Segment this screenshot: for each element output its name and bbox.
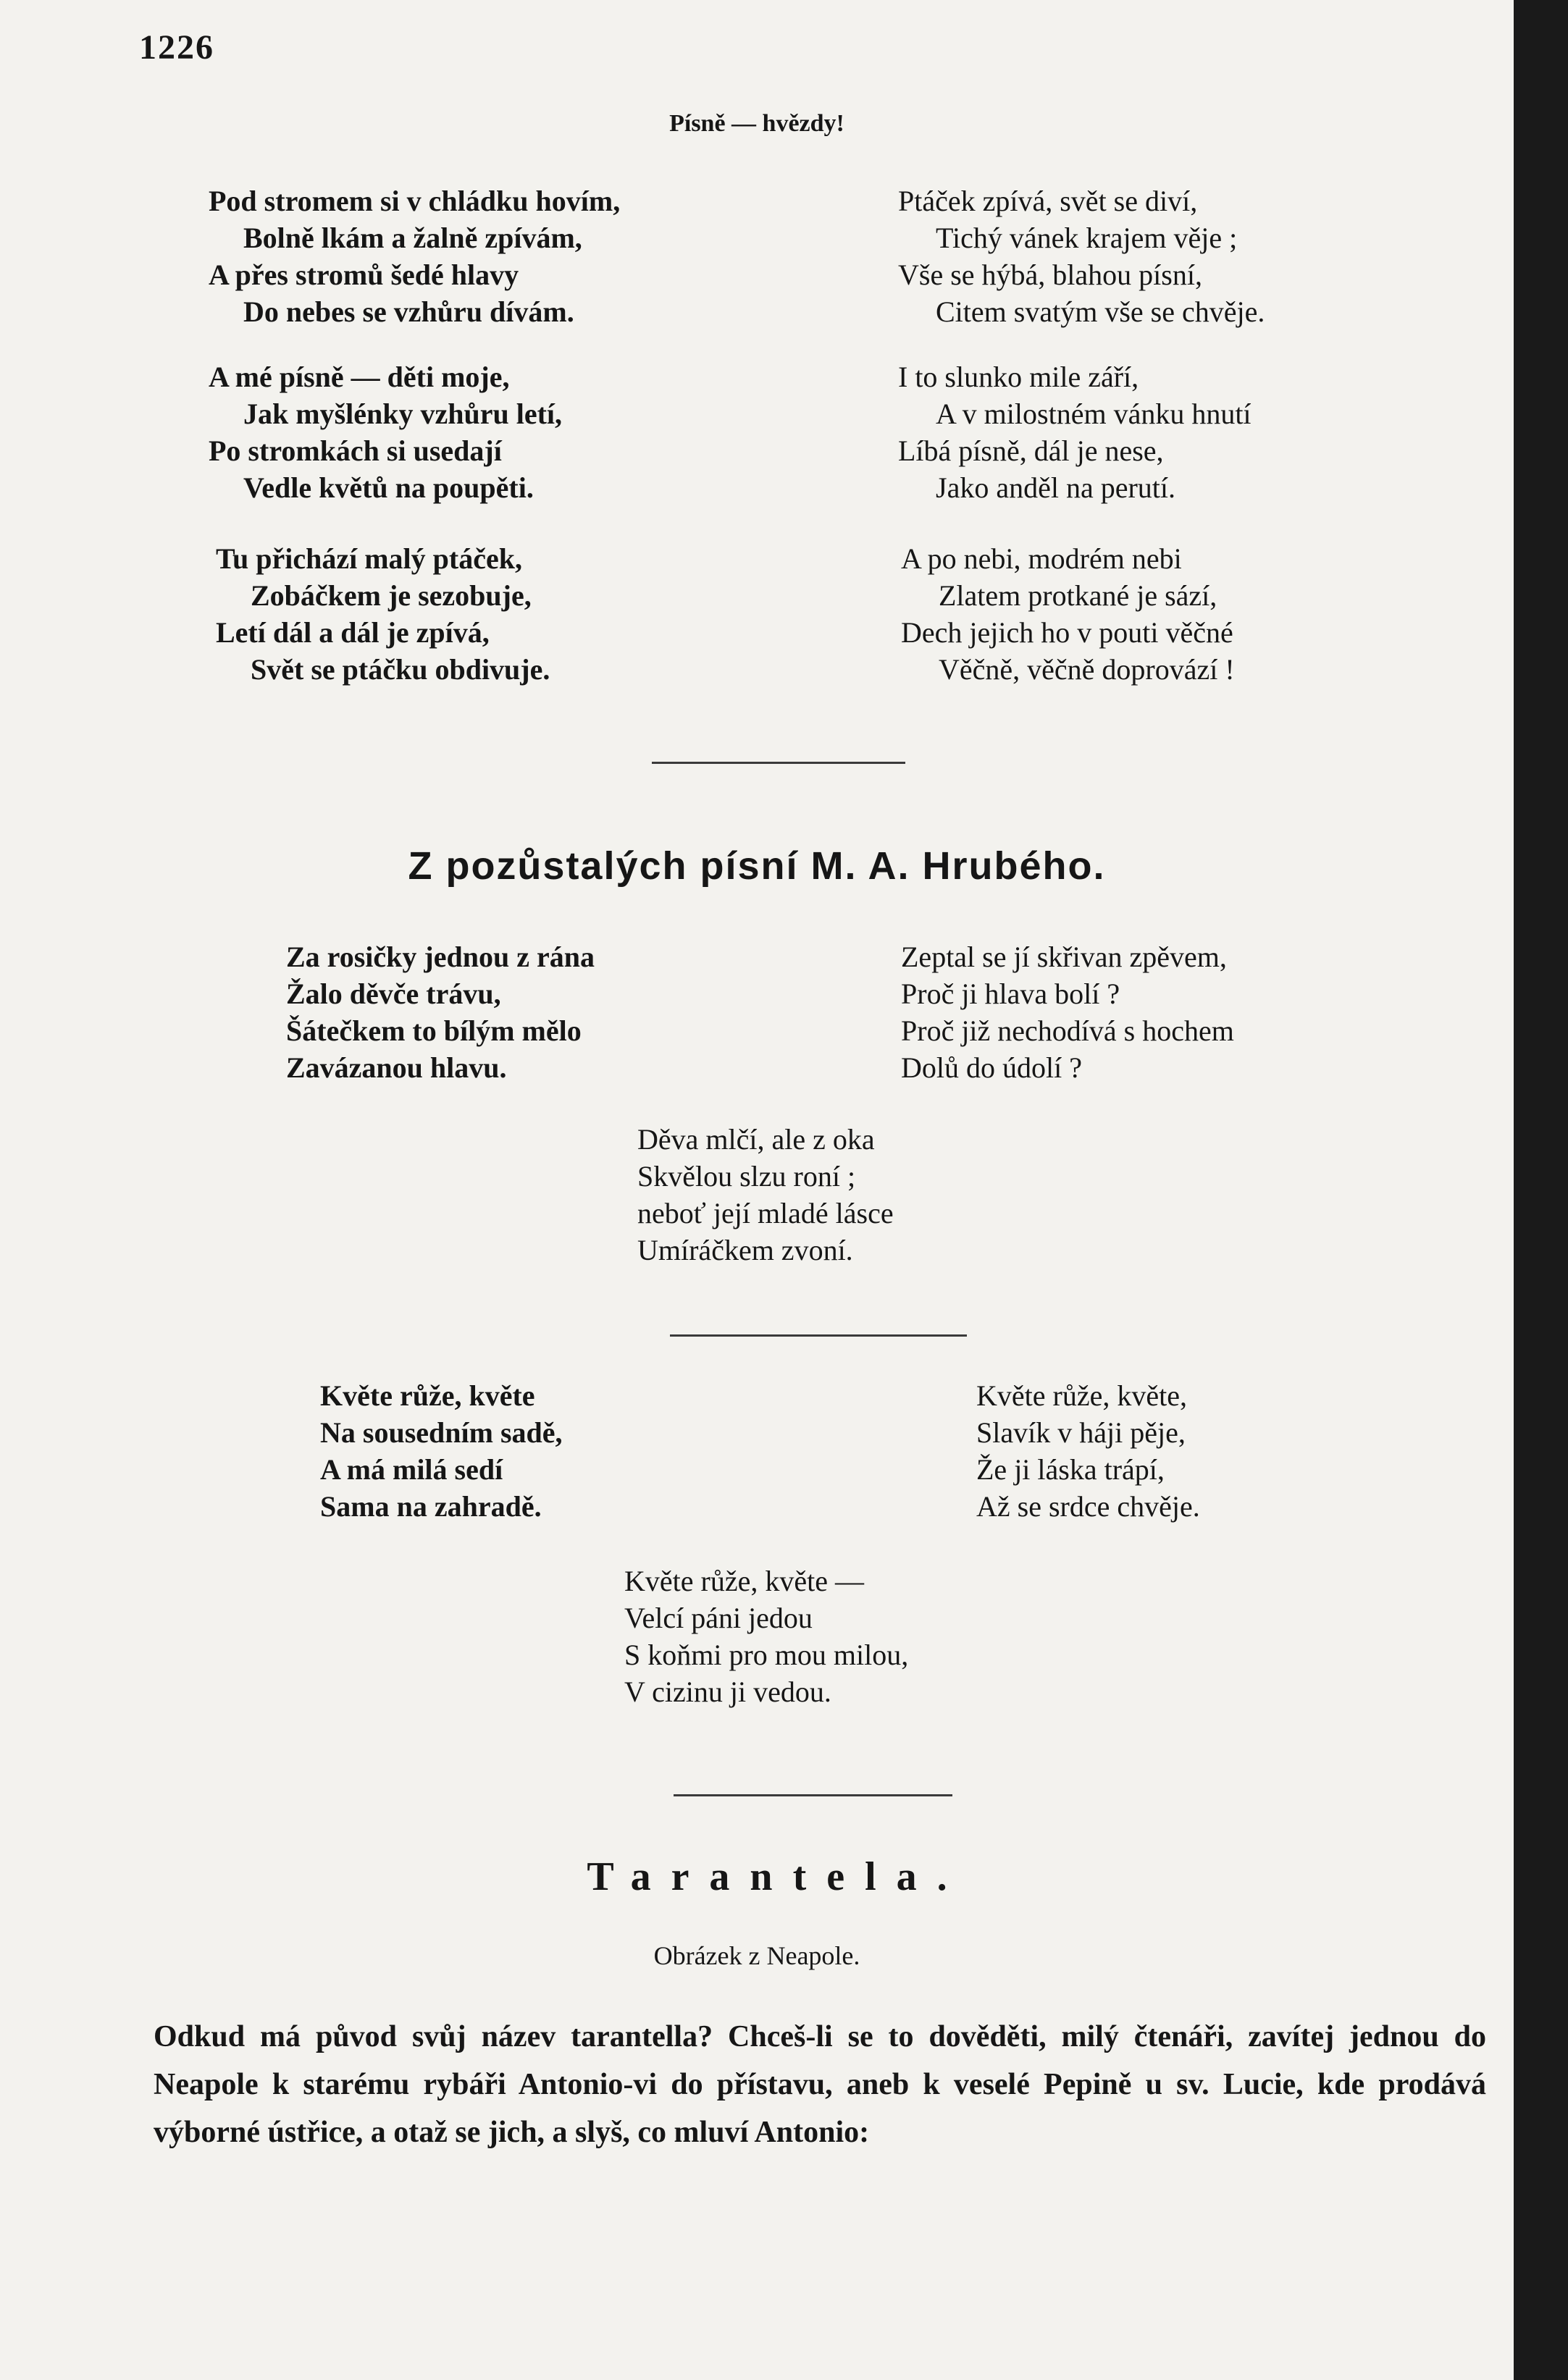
verse-line: Květe růže, květe, xyxy=(976,1379,1187,1412)
verse-line: A v milostném vánku hnutí xyxy=(936,398,1252,430)
verse-line: Zlatem protkané je sází, xyxy=(939,579,1217,612)
verse-line: V cizinu ji vedou. xyxy=(624,1675,831,1708)
verse-line: Květe růže, květe — xyxy=(624,1565,864,1597)
poem2-center-stanza xyxy=(637,1121,894,1269)
verse-line: Letí dál a dál je zpívá, xyxy=(216,616,490,649)
verse-line: Dolů do údolí ? xyxy=(901,1051,1082,1084)
verse-line: neboť její mladé lásce xyxy=(637,1197,894,1229)
verse-line: A mé písně — děti moje, xyxy=(209,361,510,393)
poem3-center-stanza xyxy=(624,1563,908,1710)
poem1-right-stanza-1 xyxy=(898,182,1265,330)
verse-line: Pod stromem si v chládku hovím, xyxy=(209,185,621,217)
verse-line: Velcí páni jedou xyxy=(624,1602,813,1634)
verse-line: Tu přichází malý ptáček, xyxy=(216,542,522,575)
verse-line: Citem svatým vše se chvěje. xyxy=(936,295,1265,328)
verse-line: Tichý vánek krajem věje ; xyxy=(936,222,1238,254)
section-divider xyxy=(670,1334,967,1337)
verse-line: Zavázanou hlavu. xyxy=(286,1051,507,1084)
verse-line: Proč ji hlava bolí ? xyxy=(901,977,1120,1010)
verse-line: Vše se hýbá, blahou písní, xyxy=(898,258,1202,291)
verse-line: Děva mlčí, ale z oka xyxy=(637,1123,875,1156)
verse-line: Vedle květů na poupěti. xyxy=(243,471,534,504)
verse-line: A má milá sedí xyxy=(320,1453,503,1486)
poem2-title: Z pozůstalých písní M. A. Hrubého. xyxy=(408,844,1106,888)
poem1-title: Písně — hvězdy! xyxy=(669,110,844,137)
verse-line: Jako anděl na perutí. xyxy=(936,471,1175,504)
verse-line: Proč již nechodívá s hochem xyxy=(901,1014,1234,1047)
poem2-right-stanza xyxy=(901,938,1234,1086)
article-text: Odkud má původ svůj název tarantella? Chceš-li se to dověděti, milý čtenáři, zavítej jednou do Neapole k starému rybáři Antonio-vi do přístavu, aneb k veselé Pepině u sv. Lucie, kde prodává výborné ústřice, a otaž se jich, a slyš, co mluví Antonio: xyxy=(154,2020,1486,2149)
verse-line: Ptáček zpívá, svět se diví, xyxy=(898,185,1198,217)
verse-line: A přes stromů šedé hlavy xyxy=(209,258,519,291)
poem1-right-stanza-2 xyxy=(898,358,1252,506)
verse-line: I to slunko mile září, xyxy=(898,361,1139,393)
verse-line: Líbá písně, dál je nese, xyxy=(898,434,1164,467)
verse-line: Slavík v háji pěje, xyxy=(976,1416,1186,1449)
poem1-left-stanza-1 xyxy=(209,182,620,330)
poem3-left-stanza xyxy=(320,1377,563,1525)
verse-line: Za rosičky jednou z rána xyxy=(286,941,595,973)
verse-line: Zobáčkem je sezobuje, xyxy=(251,579,532,612)
verse-line: A po nebi, modrém nebi xyxy=(901,542,1182,575)
verse-line: Umíráčkem zvoní. xyxy=(637,1234,853,1266)
verse-line: Po stromkách si usedají xyxy=(209,434,502,467)
verse-line: Šátečkem to bílým mělo xyxy=(286,1014,582,1047)
verse-line: Svět se ptáčku obdivuje. xyxy=(251,653,550,686)
verse-line: Že ji láska trápí, xyxy=(976,1453,1165,1486)
verse-line: Dech jejich ho v pouti věčné xyxy=(901,616,1233,649)
verse-line: S koňmi pro mou milou, xyxy=(624,1639,909,1671)
article-title: Tarantela. xyxy=(587,1854,968,1899)
section-divider xyxy=(674,1794,952,1796)
page-number: 1226 xyxy=(139,28,214,67)
verse-line: Sama na zahradě. xyxy=(320,1490,542,1523)
verse-line: Květe růže, květe xyxy=(320,1379,535,1412)
verse-line: Do nebes se vzhůru dívám. xyxy=(243,295,574,328)
poem3-right-stanza xyxy=(976,1377,1200,1525)
verse-line: Bolně lkám a žalně zpívám, xyxy=(243,222,582,254)
verse-line: Skvělou slzu roní ; xyxy=(637,1160,856,1193)
poem1-left-stanza-2 xyxy=(209,358,562,506)
poem1-right-stanza-3 xyxy=(901,540,1235,688)
section-divider xyxy=(652,762,905,764)
poem2-left-stanza xyxy=(286,938,595,1086)
verse-line: Zeptal se jí skřivan zpěvem, xyxy=(901,941,1227,973)
verse-line: Jak myšlénky vzhůru letí, xyxy=(243,398,563,430)
verse-line: Až se srdce chvěje. xyxy=(976,1490,1200,1523)
poem1-left-stanza-3 xyxy=(216,540,550,688)
verse-line: Na sousedním sadě, xyxy=(320,1416,563,1449)
verse-line: Žalo děvče trávu, xyxy=(286,977,501,1010)
article-subtitle: Obrázek z Neapole. xyxy=(653,1941,860,1970)
verse-line: Věčně, věčně doprovází ! xyxy=(939,653,1235,686)
